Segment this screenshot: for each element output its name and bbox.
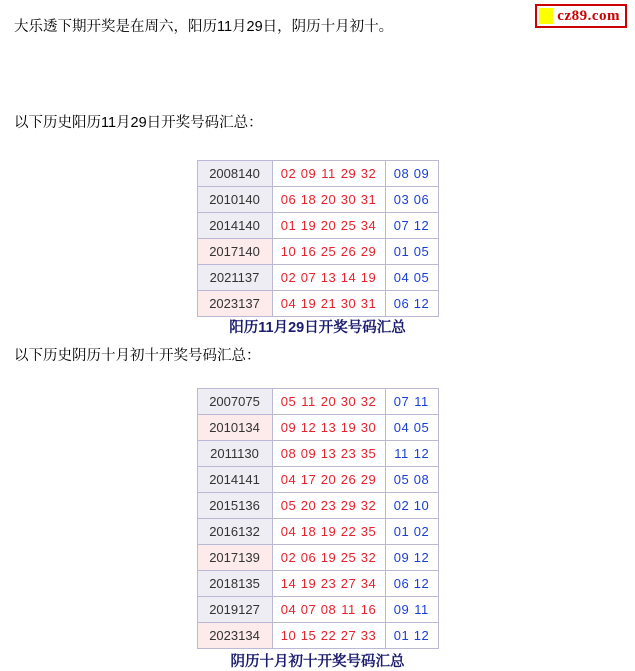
front-number: 19: [320, 524, 337, 539]
logo-text: cz89.com: [557, 8, 620, 24]
section1-draw-table: [197, 160, 439, 317]
front-number: 35: [360, 446, 377, 461]
back-number: 03: [393, 192, 410, 207]
front-number: 20: [320, 218, 337, 233]
back-number: 05: [393, 472, 410, 487]
table-row: [197, 467, 438, 493]
front-number: 02: [280, 550, 297, 565]
front-number: 02: [280, 270, 297, 285]
front-number: 05: [280, 498, 297, 513]
draw-issue-number: 2014141: [197, 467, 272, 493]
back-area-numbers: [385, 519, 438, 545]
front-area-numbers: [272, 623, 385, 649]
front-number: 07: [300, 270, 317, 285]
front-number: 32: [360, 550, 377, 565]
section2-table-body: [197, 389, 438, 649]
back-number: 02: [393, 498, 410, 513]
front-number: 10: [280, 628, 297, 643]
front-number: 13: [320, 446, 337, 461]
front-number: 25: [340, 218, 357, 233]
table-row: [197, 239, 438, 265]
front-number: 04: [280, 602, 297, 617]
back-number: 06: [413, 192, 430, 207]
front-number: 32: [360, 394, 377, 409]
front-number: 13: [320, 270, 337, 285]
front-number: 08: [280, 446, 297, 461]
front-number: 19: [300, 576, 317, 591]
back-number: 04: [393, 270, 410, 285]
front-number: 32: [360, 498, 377, 513]
front-number: 31: [360, 192, 377, 207]
back-area-numbers: [385, 441, 438, 467]
site-logo-badge: [535, 4, 627, 28]
front-number: 06: [280, 192, 297, 207]
front-area-numbers: [272, 187, 385, 213]
draw-issue-number: 2021137: [197, 265, 272, 291]
front-number: 30: [340, 192, 357, 207]
back-number: 07: [393, 218, 410, 233]
back-number: 07: [393, 394, 410, 409]
table-row: [197, 415, 438, 441]
section1-caption: 阳历11月29日开奖号码汇总: [229, 320, 406, 336]
back-area-numbers: [385, 187, 438, 213]
front-number: 33: [360, 628, 377, 643]
table-row: [197, 161, 438, 187]
back-number: 06: [393, 296, 410, 311]
draw-issue-number: 2017140: [197, 239, 272, 265]
front-area-numbers: [272, 389, 385, 415]
front-number: 32: [360, 166, 377, 181]
section2-table-wrapper: [0, 388, 635, 649]
draw-issue-number: 2023134: [197, 623, 272, 649]
front-number: 27: [340, 576, 357, 591]
back-number: 09: [393, 602, 410, 617]
back-number: 05: [413, 244, 430, 259]
back-number: 12: [413, 218, 430, 233]
front-number: 29: [340, 166, 357, 181]
section1-table-wrapper: [0, 160, 635, 317]
front-number: 23: [320, 576, 337, 591]
front-number: 10: [280, 244, 297, 259]
back-number: 08: [413, 472, 430, 487]
front-area-numbers: [272, 441, 385, 467]
front-number: 09: [300, 446, 317, 461]
back-number: 09: [393, 550, 410, 565]
back-area-numbers: [385, 389, 438, 415]
front-number: 04: [280, 296, 297, 311]
front-number: 04: [280, 524, 297, 539]
front-number: 07: [300, 602, 317, 617]
front-number: 14: [280, 576, 297, 591]
front-number: 16: [360, 602, 377, 617]
table-row: [197, 623, 438, 649]
back-number: 12: [413, 576, 430, 591]
back-number: 05: [413, 270, 430, 285]
front-area-numbers: [272, 161, 385, 187]
back-area-numbers: [385, 291, 438, 317]
table-row: [197, 265, 438, 291]
draw-issue-number: 2010134: [197, 415, 272, 441]
back-number: 05: [413, 420, 430, 435]
draw-issue-number: 2018135: [197, 571, 272, 597]
back-number: 04: [393, 420, 410, 435]
front-number: 20: [300, 498, 317, 513]
table-row: [197, 519, 438, 545]
back-number: 12: [413, 550, 430, 565]
front-number: 15: [300, 628, 317, 643]
section2-draw-table: [197, 388, 439, 649]
front-number: 22: [320, 628, 337, 643]
front-area-numbers: [272, 265, 385, 291]
front-area-numbers: [272, 239, 385, 265]
back-number: 11: [394, 446, 409, 461]
front-number: 34: [360, 576, 377, 591]
front-area-numbers: [272, 291, 385, 317]
front-number: 30: [340, 296, 357, 311]
front-number: 26: [340, 244, 357, 259]
front-number: 21: [320, 296, 337, 311]
back-area-numbers: [385, 597, 438, 623]
table-row: [197, 545, 438, 571]
back-number: 01: [393, 524, 410, 539]
front-number: 06: [300, 550, 317, 565]
front-number: 19: [360, 270, 377, 285]
back-area-numbers: [385, 213, 438, 239]
front-number: 25: [320, 244, 337, 259]
front-area-numbers: [272, 415, 385, 441]
front-number: 04: [280, 472, 297, 487]
table-row: [197, 213, 438, 239]
front-number: 01: [280, 218, 297, 233]
front-number: 29: [360, 244, 377, 259]
front-number: 02: [280, 166, 297, 181]
draw-issue-number: 2015136: [197, 493, 272, 519]
back-area-numbers: [385, 161, 438, 187]
back-number: 08: [393, 166, 410, 181]
front-area-numbers: [272, 467, 385, 493]
table-row: [197, 597, 438, 623]
section1-table-body: [197, 161, 438, 317]
front-number: 05: [280, 394, 297, 409]
front-number: 19: [300, 296, 317, 311]
back-area-numbers: [385, 493, 438, 519]
front-number: 23: [340, 446, 357, 461]
front-number: 30: [360, 420, 377, 435]
draw-issue-number: 2011130: [197, 441, 272, 467]
table-row: [197, 187, 438, 213]
front-number: 26: [340, 472, 357, 487]
table-row: [197, 441, 438, 467]
back-number: 12: [413, 446, 430, 461]
back-number: 10: [413, 498, 430, 513]
back-number: 06: [393, 576, 410, 591]
front-number: 18: [300, 524, 317, 539]
draw-issue-number: 2017139: [197, 545, 272, 571]
draw-issue-number: 2010140: [197, 187, 272, 213]
front-number: 08: [320, 602, 337, 617]
draw-issue-number: 2023137: [197, 291, 272, 317]
front-number: 20: [320, 394, 337, 409]
logo-swatch-icon: [539, 8, 553, 24]
front-number: 29: [360, 472, 377, 487]
back-number: 11: [414, 602, 429, 617]
back-area-numbers: [385, 239, 438, 265]
front-number: 14: [340, 270, 357, 285]
back-number: 12: [413, 296, 430, 311]
front-area-numbers: [272, 493, 385, 519]
draw-issue-number: 2014140: [197, 213, 272, 239]
front-number: 31: [360, 296, 377, 311]
front-number: 11: [301, 394, 316, 409]
back-number: 02: [413, 524, 430, 539]
front-number: 13: [320, 420, 337, 435]
draw-issue-number: 2016132: [197, 519, 272, 545]
back-area-numbers: [385, 265, 438, 291]
front-number: 25: [340, 550, 357, 565]
front-number: 18: [300, 192, 317, 207]
table-row: [197, 389, 438, 415]
front-number: 19: [320, 550, 337, 565]
front-number: 09: [280, 420, 297, 435]
front-number: 30: [340, 394, 357, 409]
front-number: 23: [320, 498, 337, 513]
front-number: 20: [320, 192, 337, 207]
section2-caption: 阴历十月初十开奖号码汇总: [230, 654, 405, 670]
draw-issue-number: 2008140: [197, 161, 272, 187]
table-row: [197, 291, 438, 317]
draw-issue-number: 2019127: [197, 597, 272, 623]
draw-issue-number: 2007075: [197, 389, 272, 415]
front-number: 17: [300, 472, 317, 487]
front-number: 35: [360, 524, 377, 539]
front-number: 12: [300, 420, 317, 435]
front-number: 27: [340, 628, 357, 643]
back-area-numbers: [385, 467, 438, 493]
front-number: 29: [340, 498, 357, 513]
front-area-numbers: [272, 545, 385, 571]
front-number: 19: [340, 420, 357, 435]
back-number: 01: [393, 628, 410, 643]
back-number: 01: [393, 244, 410, 259]
table-row: [197, 571, 438, 597]
back-number: 09: [413, 166, 430, 181]
front-area-numbers: [272, 213, 385, 239]
front-number: 09: [300, 166, 317, 181]
back-area-numbers: [385, 571, 438, 597]
front-number: 11: [321, 166, 336, 181]
front-area-numbers: [272, 519, 385, 545]
front-number: 22: [340, 524, 357, 539]
front-area-numbers: [272, 571, 385, 597]
front-number: 34: [360, 218, 377, 233]
back-area-numbers: [385, 545, 438, 571]
back-number: 12: [413, 628, 430, 643]
front-area-numbers: [272, 597, 385, 623]
front-number: 20: [320, 472, 337, 487]
section1-heading: 以下历史阳历11月29日开奖号码汇总：: [14, 115, 263, 131]
back-area-numbers: [385, 415, 438, 441]
front-number: 11: [341, 602, 356, 617]
back-area-numbers: [385, 623, 438, 649]
section2-heading: 以下历史阴历十月初十开奖号码汇总：: [14, 348, 261, 364]
table-row: [197, 493, 438, 519]
intro-paragraph: 大乐透下期开奖是在周六，阳历11月29日，阴历十月初十。: [14, 19, 394, 35]
front-number: 16: [300, 244, 317, 259]
back-number: 11: [414, 394, 429, 409]
front-number: 19: [300, 218, 317, 233]
